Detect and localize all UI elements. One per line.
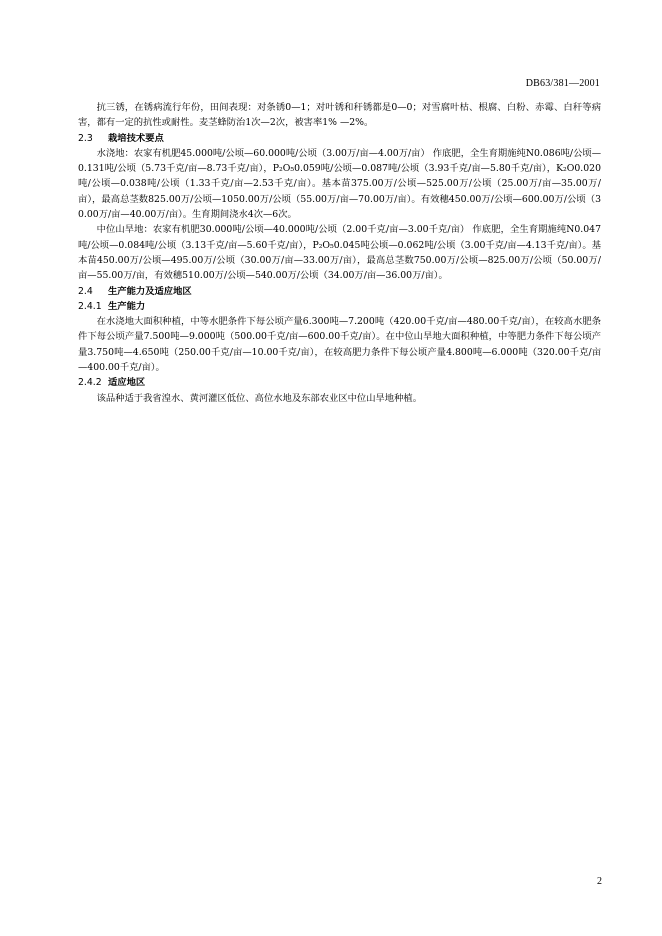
section-title: 适应地区 bbox=[108, 377, 146, 389]
page-number: 2 bbox=[597, 876, 602, 887]
section-number: 2.3 bbox=[78, 132, 93, 144]
section-title: 生产能力 bbox=[108, 300, 146, 312]
paragraph-suitable-region: 该品种适于我省湟水、黄河灌区低位、高位水地及东部农业区中位山旱地种植。 bbox=[96, 392, 422, 404]
section-title: 生产能力及适应地区 bbox=[108, 285, 192, 297]
paragraph-disease-resistance: 抗三锈，在锈病流行年份，田间表现：对条锈0—1；对叶锈和秆锈都是0—0；对雪腐叶枯、根腐、白粉、赤霉、白秆等病害，都有一定的抗性或耐性。麦茎蜂防治1次—2次，被害率1% —2%。 bbox=[78, 102, 601, 129]
section-number: 2.4.2 bbox=[78, 377, 102, 389]
section-number: 2.4 bbox=[78, 285, 93, 297]
standard-code: DB63/381—2001 bbox=[525, 78, 600, 89]
paragraph-dryland: 中位山旱地：农家有机肥30.000吨/公顷—40.000吨/公顷（2.00千克/亩—3.00千克/亩） 作底肥，全生育期施纯N0.047吨/公顷—0.084吨/公顷（3.13千克/亩—5.60千克/亩），P₂O₅0.045吨公顷—0.062吨/公顷（3.00千克/亩—4.13千克/亩）。基本苗450.00万/公顷—495.00万/公顷（30.00万/亩—33.00万/亩），最高总茎数750.00万/公顷—825.00万/公顷（50.00万/亩—55.00万/亩，有效穗510.00万/公顷—540.00万/公顷（34.00万/亩—36.00万/亩）。 bbox=[78, 224, 601, 282]
section-heading-2-4-1 bbox=[78, 299, 601, 314]
section-heading-2-3 bbox=[78, 131, 601, 146]
section-heading-2-4-2 bbox=[78, 375, 601, 390]
paragraph-irrigated-land: 水浇地：农家有机肥45.000吨/公顷—60.000吨/公顷（3.00万/亩—4.00万/亩） 作底肥，全生育期施纯N0.086吨/公顷—0.131吨/公顷（5.73千克/亩—8.73千克/亩），P₂O₅0.059吨/公顷—0.087吨/公顷（3.93千克/亩—5.80千克/亩），K₂O0.020吨/公顷—0.038吨/公顷（1.33千克/亩—2.53千克/亩）。基本苗375.00万/公顷—525.00万/公顷（25.00万/亩—35.00万/亩），最高总茎数825.00万/公顷—1050.00万/公顷（55.00万/亩—70.00万/亩）。有效穗450.00万/公顷—600.00万/公顷（30.00万/亩—40.00万/亩）。生育期间浇水4次—6次。 bbox=[78, 147, 601, 221]
section-heading-2-4 bbox=[78, 284, 601, 299]
section-title: 栽培技术要点 bbox=[108, 132, 164, 144]
section-number: 2.4.1 bbox=[78, 300, 102, 312]
document-body bbox=[78, 100, 601, 406]
paragraph-production-capacity: 在水浇地大面积种植，中等水肥条件下每公顷产量6.300吨—7.200吨（420.00千克/亩—480.00千克/亩），在较高水肥条件下每公顷产量7.500吨—9.000吨（500.00千克/亩—600.00千克/亩）。在中位山旱地大面积种植，中等肥力条件下每公顷产量3.750吨—4.650吨（250.00千克/亩—10.00千克/亩），在较高肥力条件下每公顷产量4.800吨—6.000吨（320.00千克/亩—400.00千克/亩）。 bbox=[78, 316, 601, 374]
